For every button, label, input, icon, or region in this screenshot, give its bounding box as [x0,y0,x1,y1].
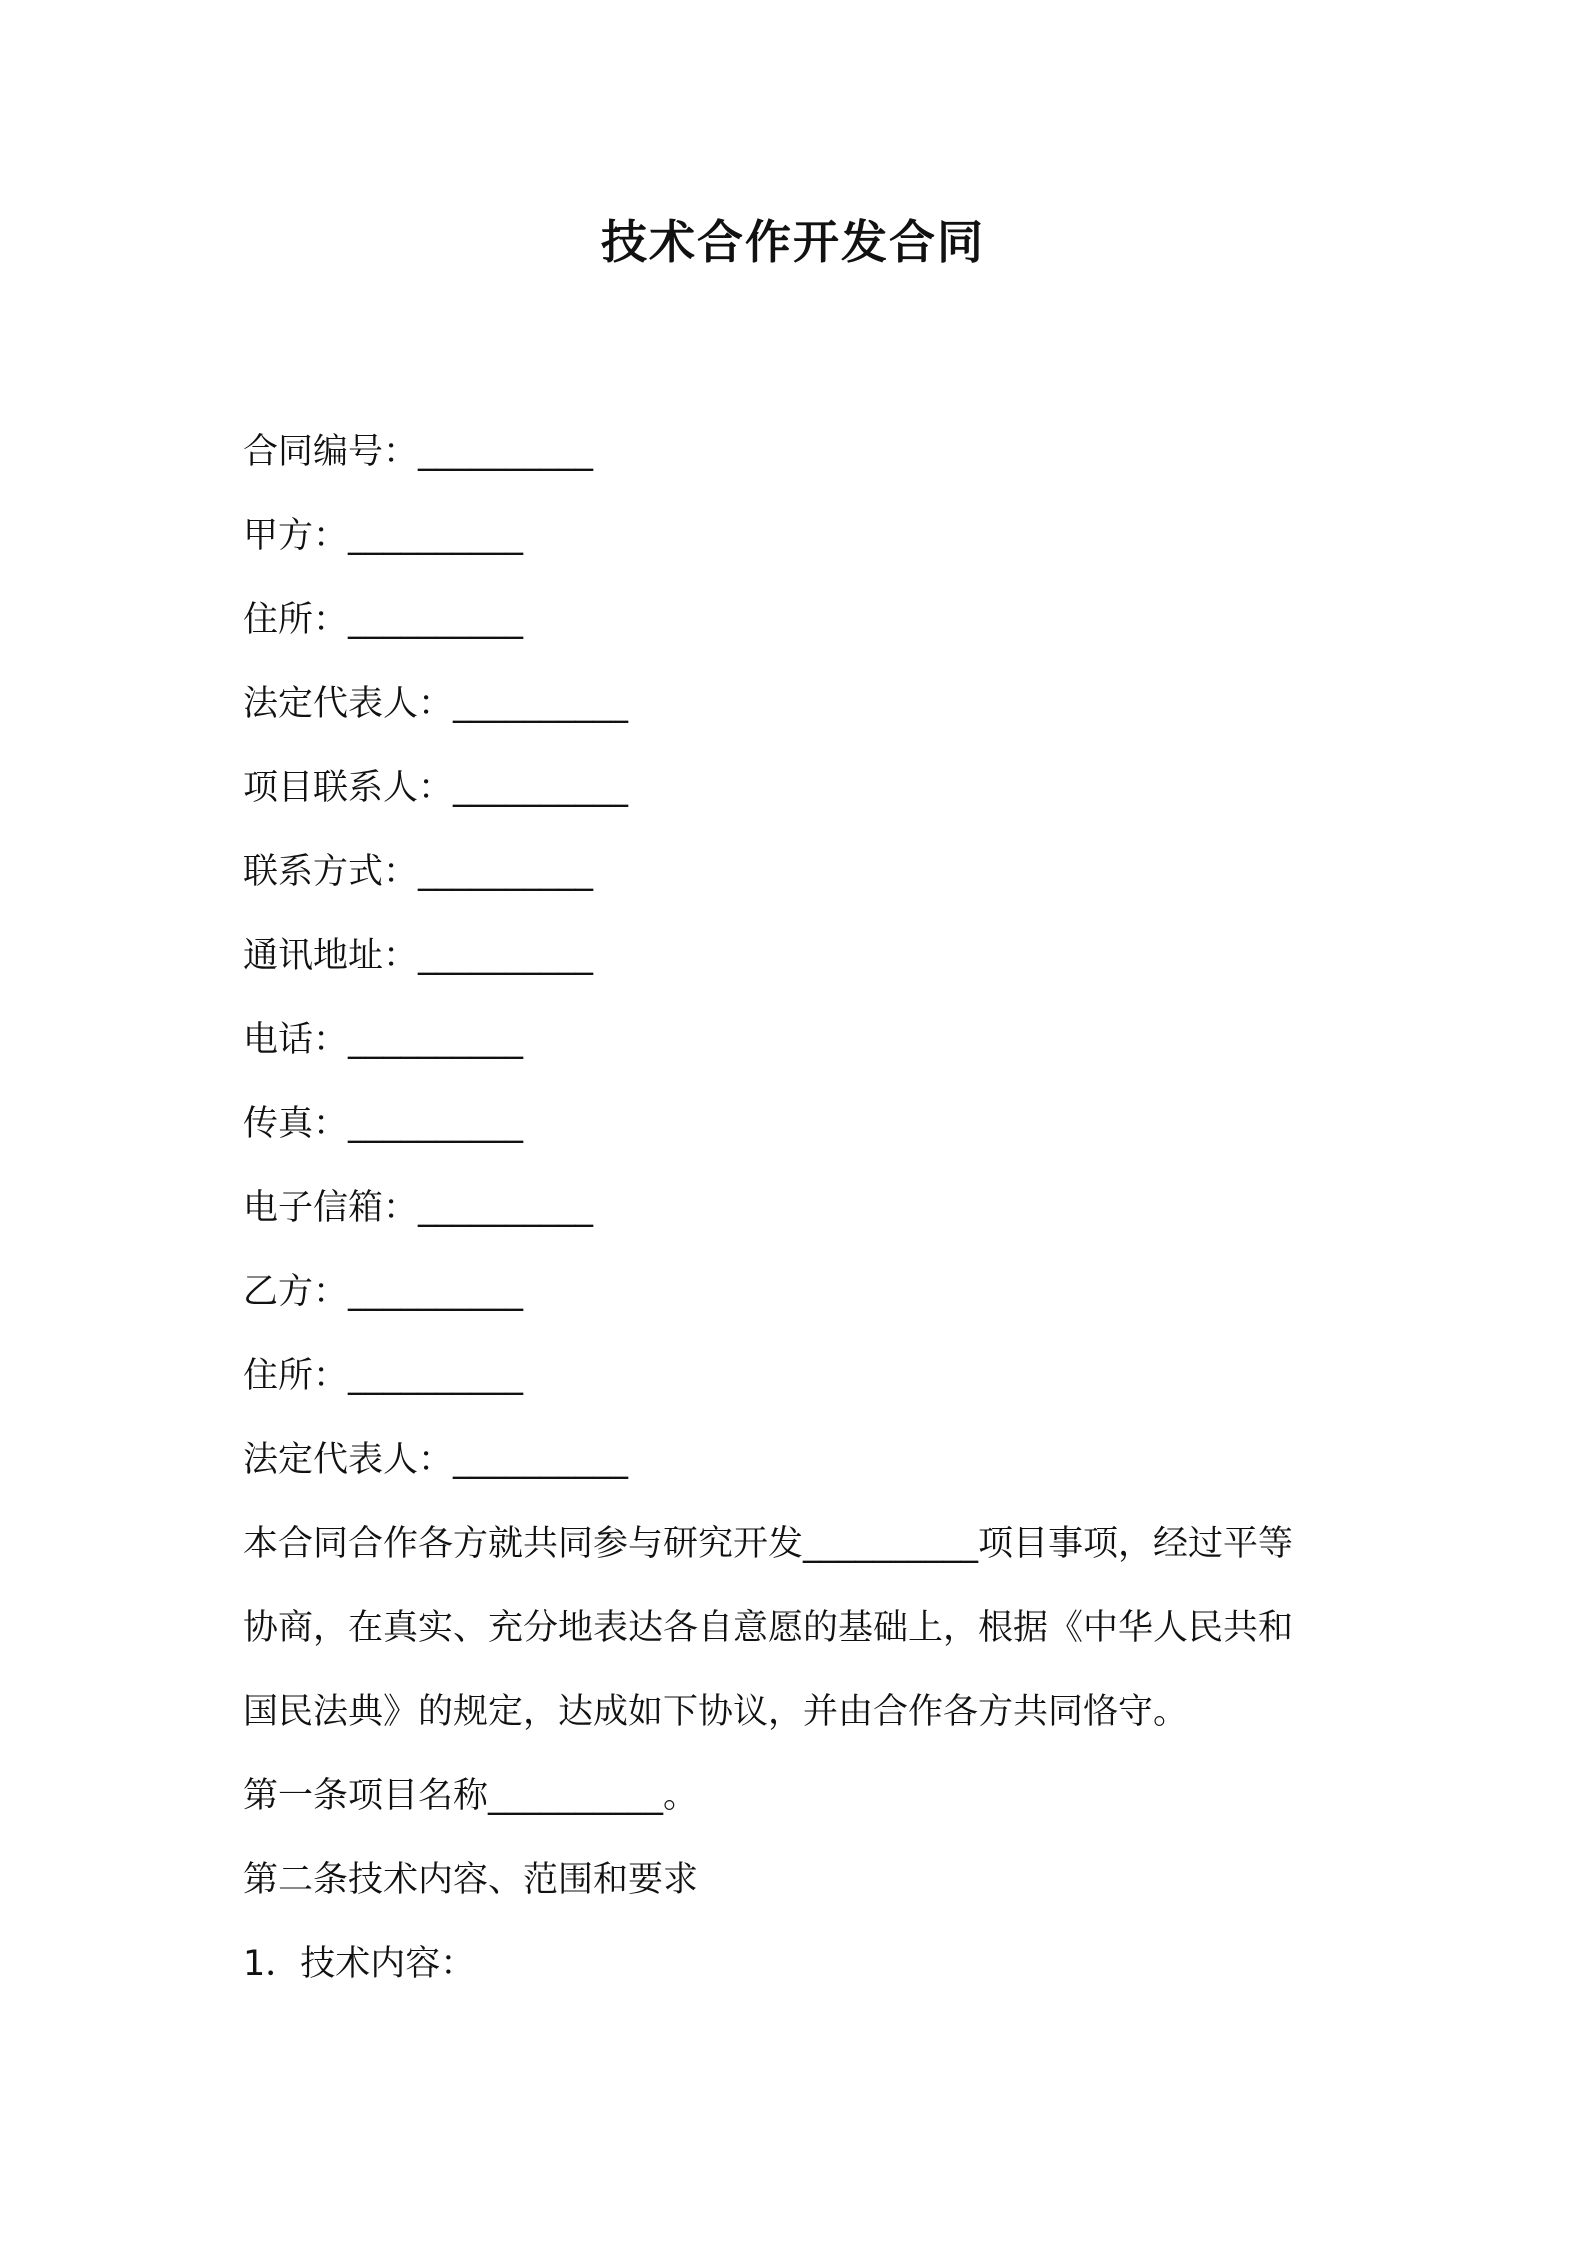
field-mailing-address [243,914,1363,998]
article-1-project-name [243,1754,1363,1838]
preamble-line-2: 协商，在真实、充分地表达各自意愿的基础上，根据《中华人民共和 [243,1608,1294,1648]
field-fax [243,1082,1363,1166]
field-blank: __________ [418,936,594,976]
field-blank: __________ [453,1440,629,1480]
field-contract-number [243,410,1363,494]
preamble-text: 本合同合作各方就共同参与研究开发 [243,1524,804,1564]
field-blank: __________ [348,1020,524,1060]
field-label: 合同编号： [243,432,419,472]
field-blank: __________ [348,1272,524,1312]
field-party-a-address [243,578,1363,662]
field-party-a-legal-rep [243,662,1363,746]
field-label: 住所： [243,1356,349,1396]
article-1-end: 。 [663,1776,699,1816]
field-blank: __________ [418,852,594,892]
item-1-technical-content: 1．技术内容： [243,1944,476,1984]
document-body [243,410,1363,2006]
field-blank: __________ [418,432,594,472]
field-project-contact [243,746,1363,830]
preamble-line-3: 国民法典》的规定，达成如下协议，并由合作各方共同恪守。 [243,1692,1189,1732]
field-blank: __________ [453,684,629,724]
field-label: 传真： [243,1104,349,1144]
field-label: 甲方： [243,516,349,556]
field-label: 法定代表人： [243,684,454,724]
field-label: 乙方： [243,1272,349,1312]
article-1-blank: __________ [488,1776,664,1816]
field-party-b [243,1250,1363,1334]
field-party-b-address [243,1334,1363,1418]
field-label: 通讯地址： [243,936,419,976]
field-phone [243,998,1363,1082]
field-label: 法定代表人： [243,1440,454,1480]
field-label: 电话： [243,1020,349,1060]
field-blank: __________ [453,768,629,808]
field-blank: __________ [348,1104,524,1144]
field-contact-method [243,830,1363,914]
project-blank: __________ [803,1524,979,1564]
field-label: 电子信箱： [243,1188,419,1228]
field-blank: __________ [348,600,524,640]
field-blank: __________ [348,1356,524,1396]
field-party-a [243,494,1363,578]
article-1-text: 第一条项目名称 [243,1776,489,1816]
field-label: 联系方式： [243,852,419,892]
preamble-line-1 [243,1502,1363,1586]
field-email [243,1166,1363,1250]
field-label: 项目联系人： [243,768,454,808]
field-blank: __________ [348,516,524,556]
article-2-heading: 第二条技术内容、范围和要求 [243,1860,699,1900]
document-title: 技术合作开发合同 [601,215,985,269]
field-blank: __________ [418,1188,594,1228]
field-party-b-legal-rep [243,1418,1363,1502]
preamble-text: 项目事项，经过平等 [978,1524,1294,1564]
field-label: 住所： [243,600,349,640]
